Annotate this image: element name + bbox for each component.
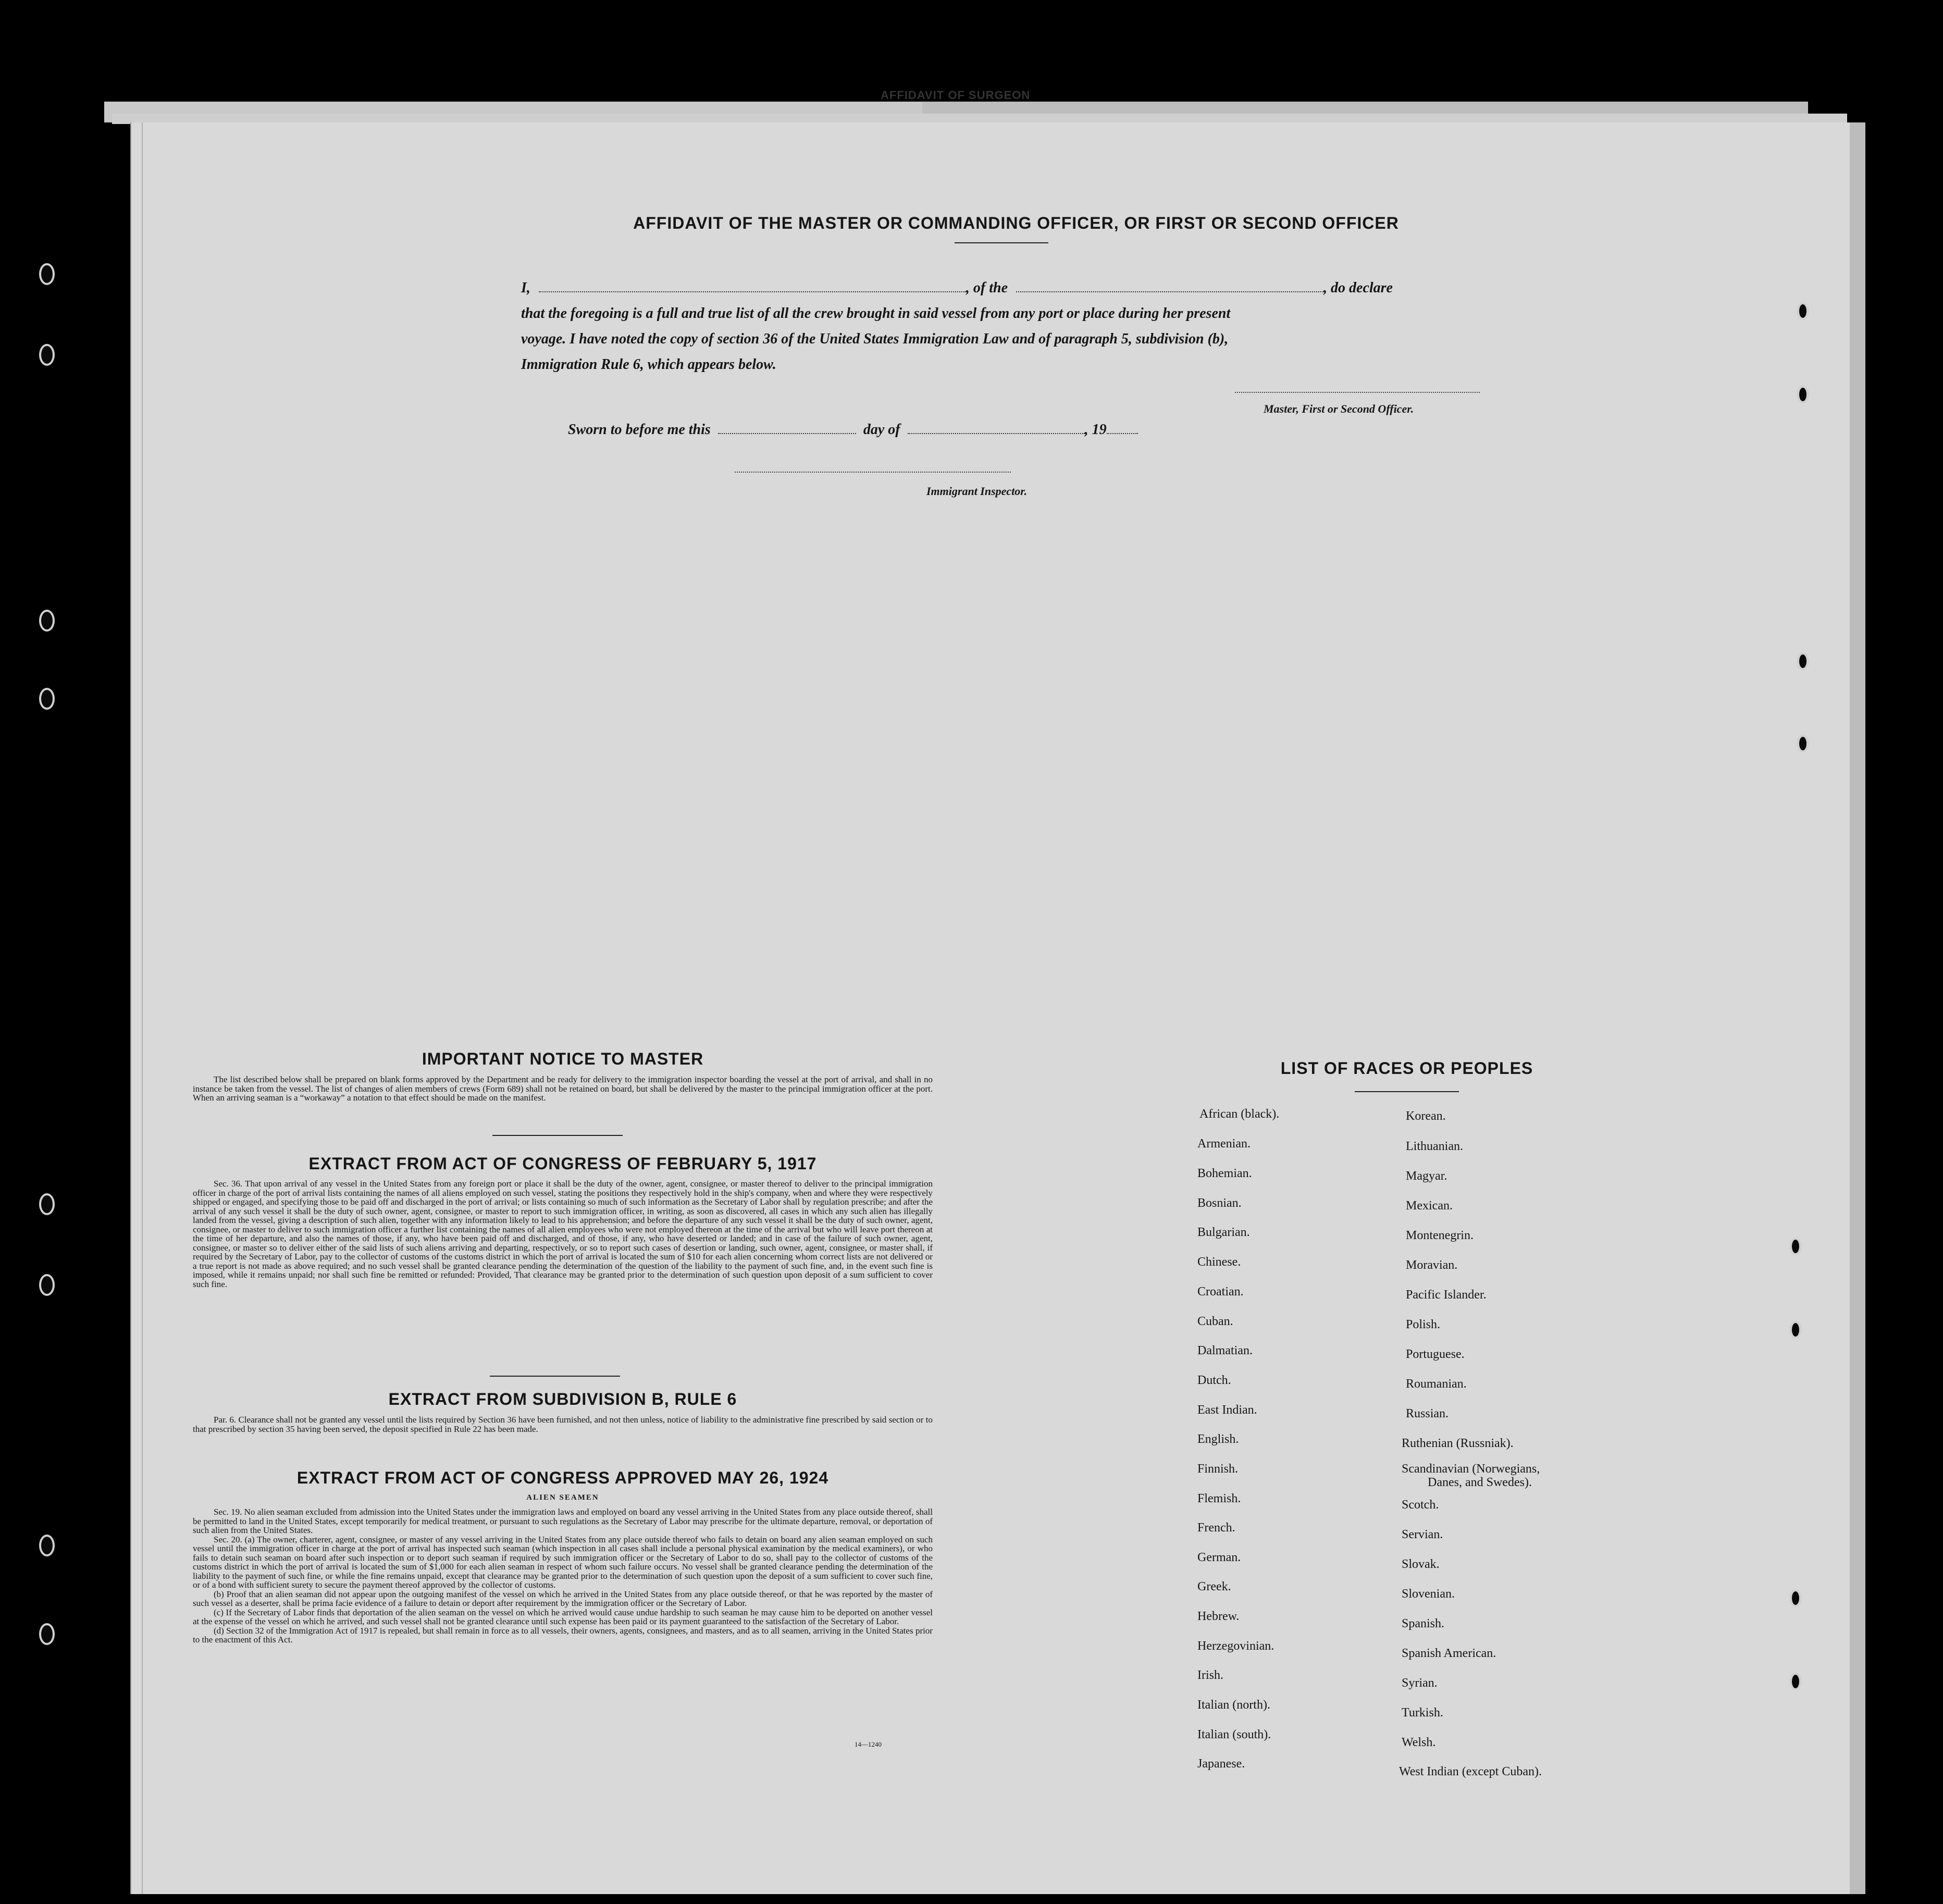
affidavit-declare: , do declare	[1323, 280, 1393, 296]
race-item: Herzegovinian.	[1197, 1639, 1274, 1653]
master-signature-line[interactable]	[1235, 392, 1480, 393]
binder-hole-icon	[1789, 1238, 1802, 1255]
race-item: Flemish.	[1197, 1492, 1241, 1505]
extract-1917-text: Sec. 36. That upon arrival of any vessel in the United States from any foreign port or place it shall be the duty of the owner, agent, consignee, or master thereof to deliver to the principal immigration officer in charge of the port of arrival lists containing the names of all aliens employed on such vessel, stating the positions they respectively hold in the ship's company, when and where they were respectively shipped or engaged, and specifying those to be paid off and discharged in the port of arrival; or lists containing so much of such information as the Secretary of Labor shall by regulation prescribe; and after the arrival of any such vessel it shall be the duty of such owner, agent, consignee, or master to report to such immigration officer, in writing, as soon as discovered, all cases in which any such alien has illegally landed from the vessel, giving a description of such alien, together with any information likely to lead to his apprehension; and before the departure of any such vessel it shall be the duty of such owner, agent, consignee, or master to deliver to such immigration officer a further list containing the names of all alien employees who were not employed thereon at the time of the arrival but who will leave port thereon at the time of her departure, and also the names of those, if any, who have been paid off and discharged, and of those, if any, who have deserted or landed; and in case of the failure of such owner, agent, consignee, or master so to deliver either of the said lists of such aliens arriving and departing, respectively, or so to report such cases of desertion or landing, such owner, agent, consignee, or master shall, if required by the Secretary of Labor, pay to the collector of customs of the customs district in which the port of arrival is located the sum of $10 for each alien concerning whom correct lists are not delivered or a true report is not made as above required; and no such vessel shall be granted clearance pending the determination of the question of the liability to the payment of such fine, and, in the event such fine is imposed, while it remains unpaid; nor shall such fine be remitted or refunded: Provided, That clearance may be granted prior to the determination of such question upon deposit of a sum sufficient to cover such fine.	[193, 1179, 933, 1289]
affidavit-i: I,	[521, 280, 530, 296]
race-item: Welsh.	[1402, 1736, 1436, 1749]
race-item: Italian (south).	[1197, 1728, 1271, 1741]
race-item: Moravian.	[1406, 1258, 1458, 1272]
sec-20c-text: (c) If the Secretary of Labor finds that deportation of the alien seaman on the vessel on which he arrived would cause undue hardship to such seaman he may cause him to be deported on another vessel at the expense of the vessel on which he arrived, and such vessel shall not be granted clearance until such expense has been paid or its payment guaranteed to the satisfaction of the Secretary of Labor.	[193, 1607, 933, 1626]
binder-hole-icon	[39, 610, 55, 632]
extract-1924-title: EXTRACT FROM ACT OF CONGRESS APPROVED MAY 26, 1924	[296, 1468, 829, 1487]
binder-hole-icon	[39, 344, 55, 366]
binder-hole-icon	[1797, 386, 1809, 403]
sec-19-text: Sec. 19. No alien seaman excluded from admission into the United States under the immigration laws and employed on board any vessel arriving in the United States from any place outside thereof, shall be permitted to land in the United States, except temporarily for medical treatment, or pursuant to such regulations as the Secretary of Labor may prescribe for the ultimate departure, removal, or deportation of such alien from the United States.	[193, 1507, 933, 1535]
inspector-signature-label: Immigrant Inspector.	[926, 485, 1028, 498]
extract-1917-title: EXTRACT FROM ACT OF CONGRESS OF FEBRUARY 5, 1917	[308, 1154, 817, 1173]
race-item: Danes, and Swedes).	[1428, 1476, 1532, 1489]
binder-hole-icon	[1789, 1673, 1802, 1690]
race-item: Bosnian.	[1197, 1196, 1242, 1210]
inspector-signature-line[interactable]	[735, 472, 1011, 473]
race-item: Italian (north).	[1197, 1698, 1270, 1712]
binder-hole-icon	[39, 1274, 55, 1296]
race-item: German.	[1197, 1551, 1241, 1564]
race-item: French.	[1197, 1521, 1235, 1535]
sworn-month-label: day of	[863, 422, 900, 438]
race-item: Turkish.	[1402, 1706, 1443, 1720]
race-item: Lithuanian.	[1406, 1140, 1463, 1153]
sworn-year-label: , 19	[1084, 422, 1107, 438]
race-item: Hebrew.	[1197, 1610, 1240, 1623]
master-signature-label: Master, First or Second Officer.	[1264, 402, 1414, 415]
divider	[492, 1135, 623, 1136]
race-item: Scotch.	[1402, 1498, 1439, 1512]
race-item: Pacific Islander.	[1406, 1288, 1487, 1302]
race-item: Korean.	[1406, 1109, 1446, 1123]
race-item: Croatian.	[1197, 1285, 1244, 1299]
race-item: Slovenian.	[1402, 1587, 1455, 1601]
form-number: 14—1240	[855, 1740, 882, 1748]
race-item: English.	[1197, 1432, 1239, 1446]
vessel-field[interactable]	[1016, 280, 1323, 292]
binder-hole-icon	[1789, 1321, 1802, 1339]
title-underline	[955, 242, 1048, 243]
affidavit-line-4: Immigration Rule 6, which appears below.	[521, 356, 776, 373]
race-item: Dalmatian.	[1197, 1344, 1253, 1357]
extract-rule6-text: Par. 6. Clearance shall not be granted any vessel until the lists required by Section 36 have been furnished, and not then unless, notice of liability to the administrative fine prescribed by said section or to that prescribed by section 35 having been served, the deposit specified in Rule 22 has been made.	[193, 1415, 933, 1434]
race-item: Bohemian.	[1197, 1167, 1252, 1180]
margin-line	[142, 122, 143, 1894]
race-item: African (black).	[1199, 1107, 1280, 1121]
race-item: Scandinavian (Norwegians,	[1402, 1462, 1540, 1476]
race-item: Japanese.	[1197, 1757, 1245, 1771]
race-item: Ruthenian (Russniak).	[1402, 1437, 1514, 1450]
race-item: Armenian.	[1197, 1137, 1251, 1151]
race-item: Russian.	[1406, 1407, 1449, 1420]
extract-rule6-title: EXTRACT FROM SUBDIVISION B, RULE 6	[388, 1390, 737, 1408]
races-title: LIST OF RACES OR PEOPLES	[1280, 1059, 1533, 1078]
name-field[interactable]	[539, 280, 966, 292]
notice-text: The list described below shall be prepared on blank forms approved by the Department and be ready for delivery to the immigration inspector boarding the vessel at the port of arrival, and shall in no instance be taken from the vessel. The list of changes of alien members of crews (Form 689) shall not be retained on board, but shall be delivered by the master to the principal immigration officer at the port. When an arriving seaman is a “workaway” a notation to that effect should be made on the manifest.	[193, 1074, 933, 1103]
race-item: Montenegrin.	[1406, 1229, 1474, 1242]
affidavit-paragraph	[521, 275, 1495, 377]
race-item: Bulgarian.	[1197, 1226, 1250, 1239]
extract-1924-body	[193, 1507, 933, 1645]
top-page-label: AFFIDAVIT OF SURGEON	[881, 89, 1031, 102]
affidavit-line-2: that the foregoing is a full and true list of all the crew brought in said vessel from any port or place during her present	[521, 305, 1231, 322]
alien-seamen-subtitle: ALIEN SEAMEN	[526, 1493, 599, 1502]
race-item: Magyar.	[1406, 1169, 1447, 1183]
race-item: Polish.	[1406, 1318, 1441, 1331]
sworn-day-field[interactable]	[718, 422, 856, 434]
race-item: Cuban.	[1197, 1315, 1233, 1328]
sworn-label: Sworn to before me this	[568, 422, 711, 438]
race-item: Portuguese.	[1406, 1347, 1465, 1361]
binder-hole-icon	[39, 1193, 55, 1215]
sworn-line	[568, 417, 1193, 442]
binder-hole-icon	[39, 1623, 55, 1645]
binder-hole-icon	[39, 1535, 55, 1556]
binder-hole-icon	[1797, 652, 1809, 670]
sec-20b-text: (b) Proof that an alien seaman did not appear upon the outgoing manifest of the vessel on which he arrived in the United States from any place outside thereof, or that he was reported by the master of such vessel as a deserter, shall be prima facie evidence of a failure to detain or deport after requirement by the immigration officer or the Secretary of Labor.	[193, 1589, 933, 1608]
binder-hole-icon	[1789, 1589, 1802, 1607]
race-item: Slovak.	[1402, 1557, 1440, 1571]
affidavit-of-the: , of the	[966, 280, 1008, 296]
binder-hole-icon	[39, 263, 55, 285]
notice-title: IMPORTANT NOTICE TO MASTER	[422, 1049, 704, 1068]
affidavit-line-1	[521, 275, 1495, 301]
race-item: Finnish.	[1197, 1462, 1239, 1476]
race-item: Mexican.	[1406, 1199, 1453, 1213]
race-item: Dutch.	[1197, 1374, 1231, 1387]
race-item: Roumanian.	[1406, 1377, 1467, 1391]
sworn-year-field[interactable]	[1107, 422, 1138, 434]
divider	[490, 1376, 620, 1377]
sec-20d-text: (d) Section 32 of the Immigration Act of 1917 is repealed, but shall remain in force as to all vessels, their owners, agents, consignees, and masters, and as to all seamen, arriving in the United States prior to the enactment of this Act.	[193, 1625, 933, 1645]
race-item: Irish.	[1197, 1668, 1223, 1682]
races-underline	[1355, 1091, 1459, 1092]
race-item: Chinese.	[1197, 1255, 1241, 1269]
race-item: Greek.	[1197, 1580, 1231, 1593]
race-item: Servian.	[1402, 1528, 1443, 1541]
margin-line	[130, 122, 131, 1894]
binder-hole-icon	[39, 688, 55, 710]
affidavit-line-3: voyage. I have noted the copy of section 36 of the United States Immigration Law and of paragraph 5, subdivision (b),	[521, 331, 1229, 347]
race-item: Spanish American.	[1402, 1647, 1496, 1660]
race-item: East Indian.	[1197, 1403, 1257, 1417]
binder-hole-icon	[1797, 735, 1809, 752]
race-item: Syrian.	[1402, 1676, 1438, 1690]
sec-20a-text: Sec. 20. (a) The owner, charterer, agent, consignee, or master of any vessel arriving in the United States from any place outside thereof who fails to detain on board any alien seaman employed on such vessel until the immigration officer in charge at the port of arrival has inspected such seaman (which inspection in all cases shall include a personal physical examination by the medical examiners), or who fails to detain such seaman on board after such inspection or to deport such seaman if required by such immigration officer or the Secretary of Labor to do so, shall pay to the collector of customs of the customs district in which the port of arrival is located the sum of $1,000 for each alien seaman in respect of whom such failure occurs. No vessel shall be granted clearance pending the determination of the liability to the payment of such fine, or while the fine remains unpaid, except that clearance may be granted prior to the determination of such question upon the deposit of a sum sufficient to cover such fine, or of a bond with sufficient surety to secure the payment thereof approved by the collector of customs.	[193, 1534, 933, 1590]
race-item: Spanish.	[1402, 1617, 1445, 1630]
race-item: West Indian (except Cuban).	[1399, 1765, 1542, 1778]
affidavit-title: AFFIDAVIT OF THE MASTER OR COMMANDING OFFICER, OR FIRST OR SECOND OFFICER	[633, 214, 1399, 232]
sworn-month-field[interactable]	[908, 422, 1085, 434]
binder-hole-icon	[1797, 302, 1809, 320]
